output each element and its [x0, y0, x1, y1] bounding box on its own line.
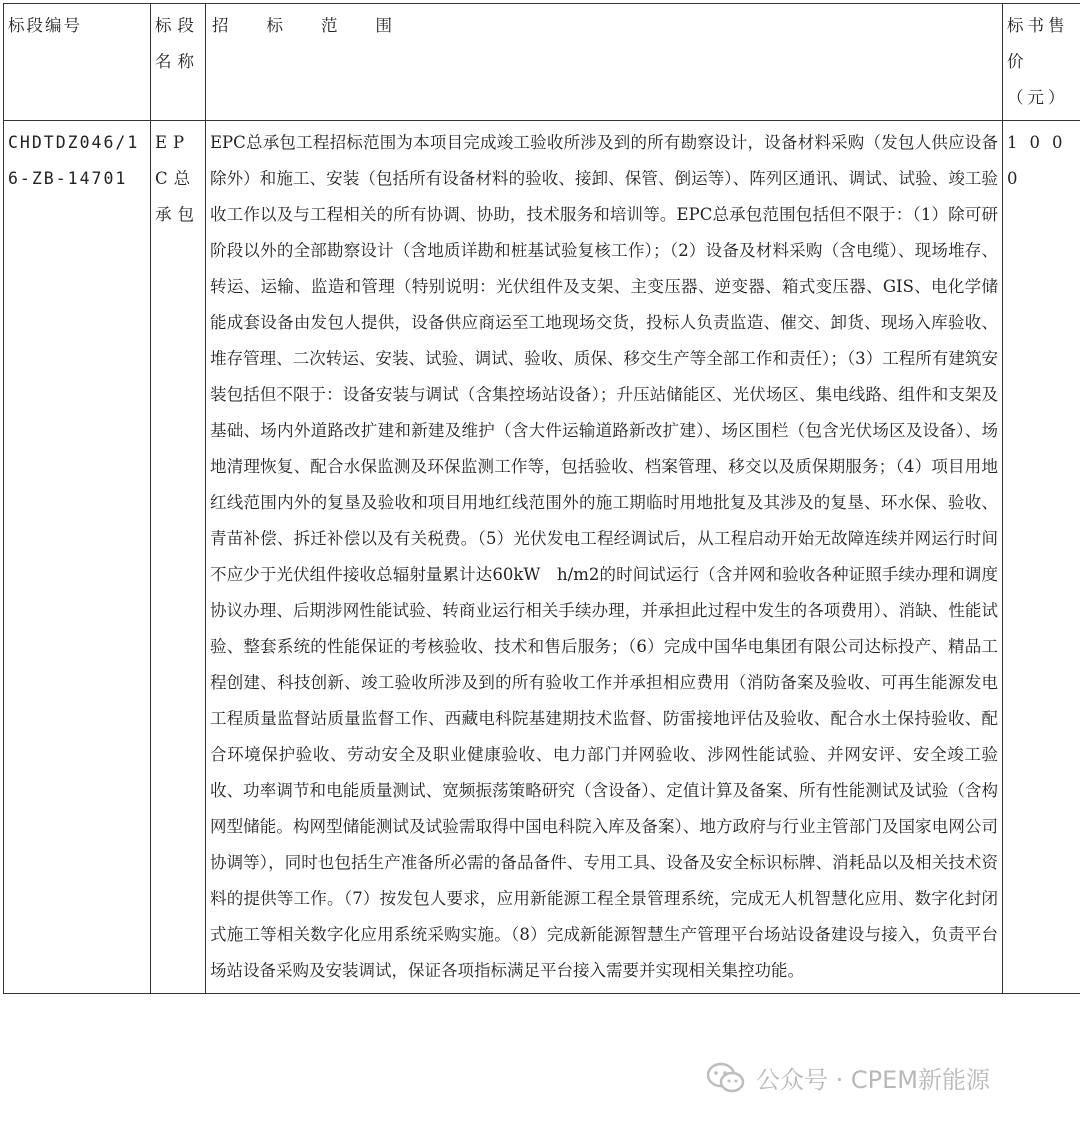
watermark [706, 1060, 990, 1095]
cell-section-number [4, 121, 151, 994]
cell-scope: EPC总承包工程招标范围为本项目完成竣工验收所涉及到的所有勘察设计，设备材料采购（发包人供应设备除外）和施工、安装（包括所有设备材料的验收、接卸、保管、倒运等）、阵列区通讯、调试、试验、竣工验收工作以及与工程相关的所有协调、协助，技术服务和培训等。EPC总承包范围包括但不限于：（1）除可研阶段以外的全部勘察设计（含地质详勘和桩基试验复核工作）；（2）设备及材料采购（含电缆）、现场堆存、转运、运输、监造和管理（特别说明：光伏组件及支架、主变压器、逆变器、箱式变压器、GIS、电化学储能成套设备由发包人提供，设备供应商运至工地现场交货，投标人负责监造、催交、卸货、现场入库验收、堆存管理、二次转运、安装、试验、调试、验收、质保、移交生产等全部工作和责任）；（3）工程所有建筑安装包括但不限于：设备安装与调试（含集控场站设备）；升压站储能区、光伏场区、集电线路、组件和支架及基础、场内外道路改扩建和新建及维护（含大件运输道路新改扩建）、场区围栏（包含光伏场区及设备）、场地清理恢复、配合水保监测及环保监测工作等，包括验收、档案管理、移交以及质保期服务；（4）项目用地红线范围内外的复垦及验收和项目用地红线范围外的施工期临时用地批复及其涉及的复垦、环水保、验收、青苗补偿、拆迁补偿以及有关税费。（5）光伏发电工程经调试后，从工程启动开始无故障连续并网运行时间不应少于光伏组件接收总辐射量累计达60kW h/m2的时间试运行（含并网和验收各种证照手续办理和调度协议办理、后期涉网性能试验、转商业运行相关手续办理，并承担此过程中发生的各项费用）、消缺、性能试验、整套系统的性能保证的考核验收、技术和售后服务；（6）完成中国华电集团有限公司达标投产、精品工程创建、科技创新、竣工验收所涉及到的所有验收工作并承担相应费用（消防备案及验收、可再生能源发电工程质量监督站质量监督工作、西藏电科院基建期技术监督、防雷接地评估及验收、配合水土保持验收、配合环境保护验收、劳动安全及职业健康验收、电力部门并网验收、涉网性能试验、并网安评、安全竣工验收、功率调节和电能质量测试、宽频振荡策略研究（含设备）、定值计算及备案、所有性能测试及试验（含构网型储能。构网型储能测试及试验需取得中国电科院入库及备案）、地方政府与行业主管部门及国家电网公司协调等），同时也包括生产准备所必需的备品备件、专用工具、设备及安全标识标牌、消耗品以及相关技术资料的提供等工作。（7）按发包人要求，应用新能源工程全景管理系统，完成无人机智慧化应用、数字化封闭式施工等相关数字化应用系统采购实施。（8）完成新能源智慧生产管理平台场站设备建设与接入，负责平台场站设备采购及安装调试，保证各项指标满足平台接入需要并实现相关集控功能。 [206, 121, 1003, 994]
header-section-number: 标段编号 [4, 4, 151, 121]
cell-price [1003, 121, 1080, 994]
bid-section-table [3, 3, 1080, 994]
wechat-icon [706, 1062, 746, 1094]
section-number-value: CHDTDZ046/16-ZB-14701 [8, 133, 140, 188]
table-header-row [4, 4, 1080, 121]
header-price: 标书售价（元） [1003, 4, 1080, 121]
table-row [4, 121, 1080, 994]
watermark-text: 公众号 · CPEM新能源 [756, 1066, 990, 1094]
header-scope: 招标范围 [206, 4, 1003, 121]
cell-section-name: EPC总承包 [151, 121, 206, 994]
header-section-name: 标段名称 [151, 4, 206, 121]
price-value: 1000 [1007, 133, 1075, 188]
